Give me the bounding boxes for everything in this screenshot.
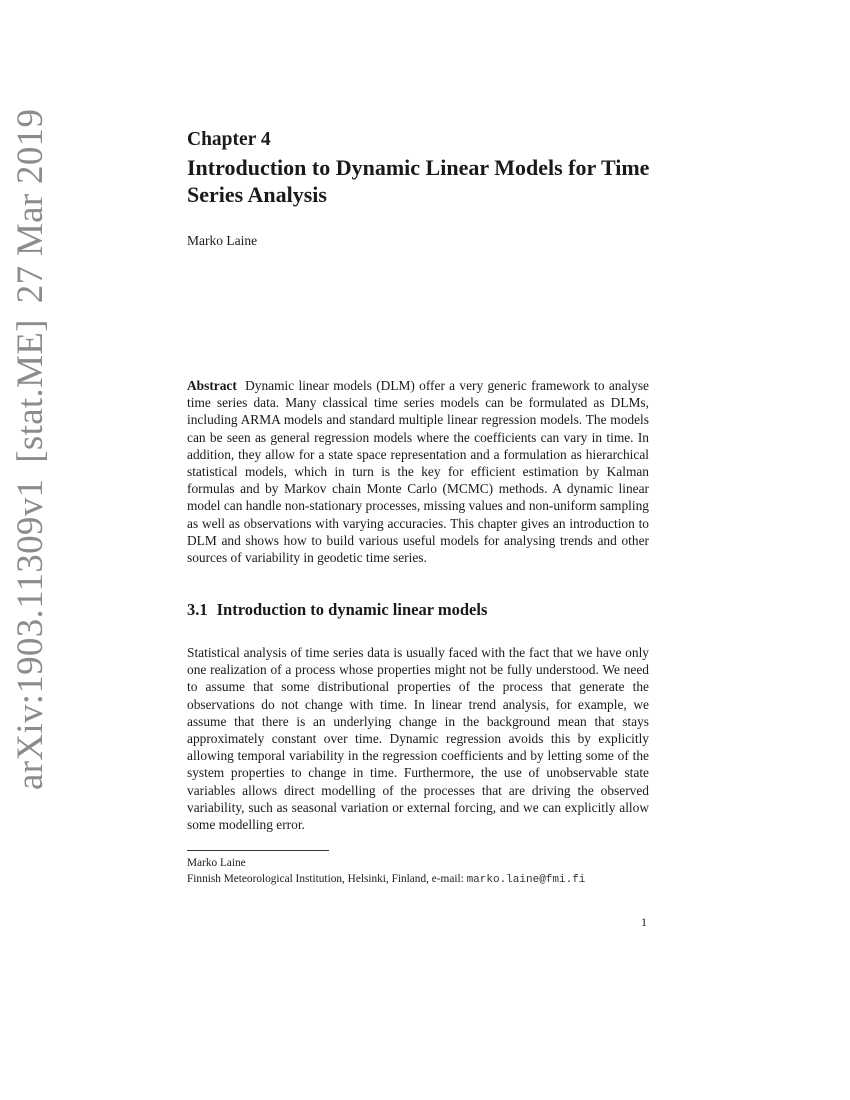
arxiv-category: [stat.ME]	[10, 319, 51, 463]
footnote	[187, 855, 585, 888]
abstract-label: Abstract	[187, 378, 237, 393]
arxiv-date: 27 Mar 2019	[10, 108, 51, 304]
arxiv-id: arXiv:1903.11309v1	[10, 478, 51, 790]
chapter-title: Introduction to Dynamic Linear Models for Time Series Analysis	[187, 155, 650, 207]
section-number: 3.1	[187, 600, 208, 619]
arxiv-margin-stamp	[10, 108, 51, 790]
footnote-affiliation-line	[187, 871, 585, 888]
footnote-name: Marko Laine	[187, 857, 246, 869]
chapter-label: Chapter 4	[187, 129, 271, 150]
section-heading	[187, 600, 487, 620]
footnote-email[interactable]: marko.laine@fmi.fi	[466, 874, 586, 886]
footnote-affiliation: Finnish Meteorological Institution, Helsinki, Finland, e-mail:	[187, 873, 464, 885]
abstract	[187, 377, 649, 566]
page-number: 1	[641, 915, 647, 929]
abstract-text: Dynamic linear models (DLM) offer a very generic framework to analyse time series data. Many classical time series models can be formulated as DLMs, including ARMA models and standard multiple linear regression models. The models can be seen as general regression models where the coefficients can vary in time. In addition, they allow for a state space representation and a formulation as hierarchical statistical models, which in turn is the key for efficient estimation by Kalman formulas and by Markov chain Monte Carlo (MCMC) methods. A dynamic linear model can handle non-stationary processes, missing values and non-uniform sampling as well as observations with varying accuracies. This chapter gives an introduction to DLM and shows how to build various useful models for analysing trends and other sources of variability in geodetic time series.	[187, 378, 649, 566]
author-name: Marko Laine	[187, 233, 258, 248]
section-title: Introduction to dynamic linear models	[216, 600, 488, 619]
footnote-rule	[187, 850, 329, 851]
section-paragraph: Statistical analysis of time series data is usually faced with the fact that we have only one realization of a process whose properties might not be fully understood. We need to assume that some distributional properties of the process that generate the observations do not change with time. In linear trend analysis, for example, we assume that there is an underlying change in the background mean that stays approximately constant over time. Dynamic regression avoids this by explicitly allowing temporal variability in the regression coefficients and by letting some of the system properties to change in time. Furthermore, the use of unobservable state variables allows direct modelling of the processes that are driving the observed variability, such as seasonal variation or external forcing, and we can explicitly allow some modelling error.	[187, 645, 649, 833]
